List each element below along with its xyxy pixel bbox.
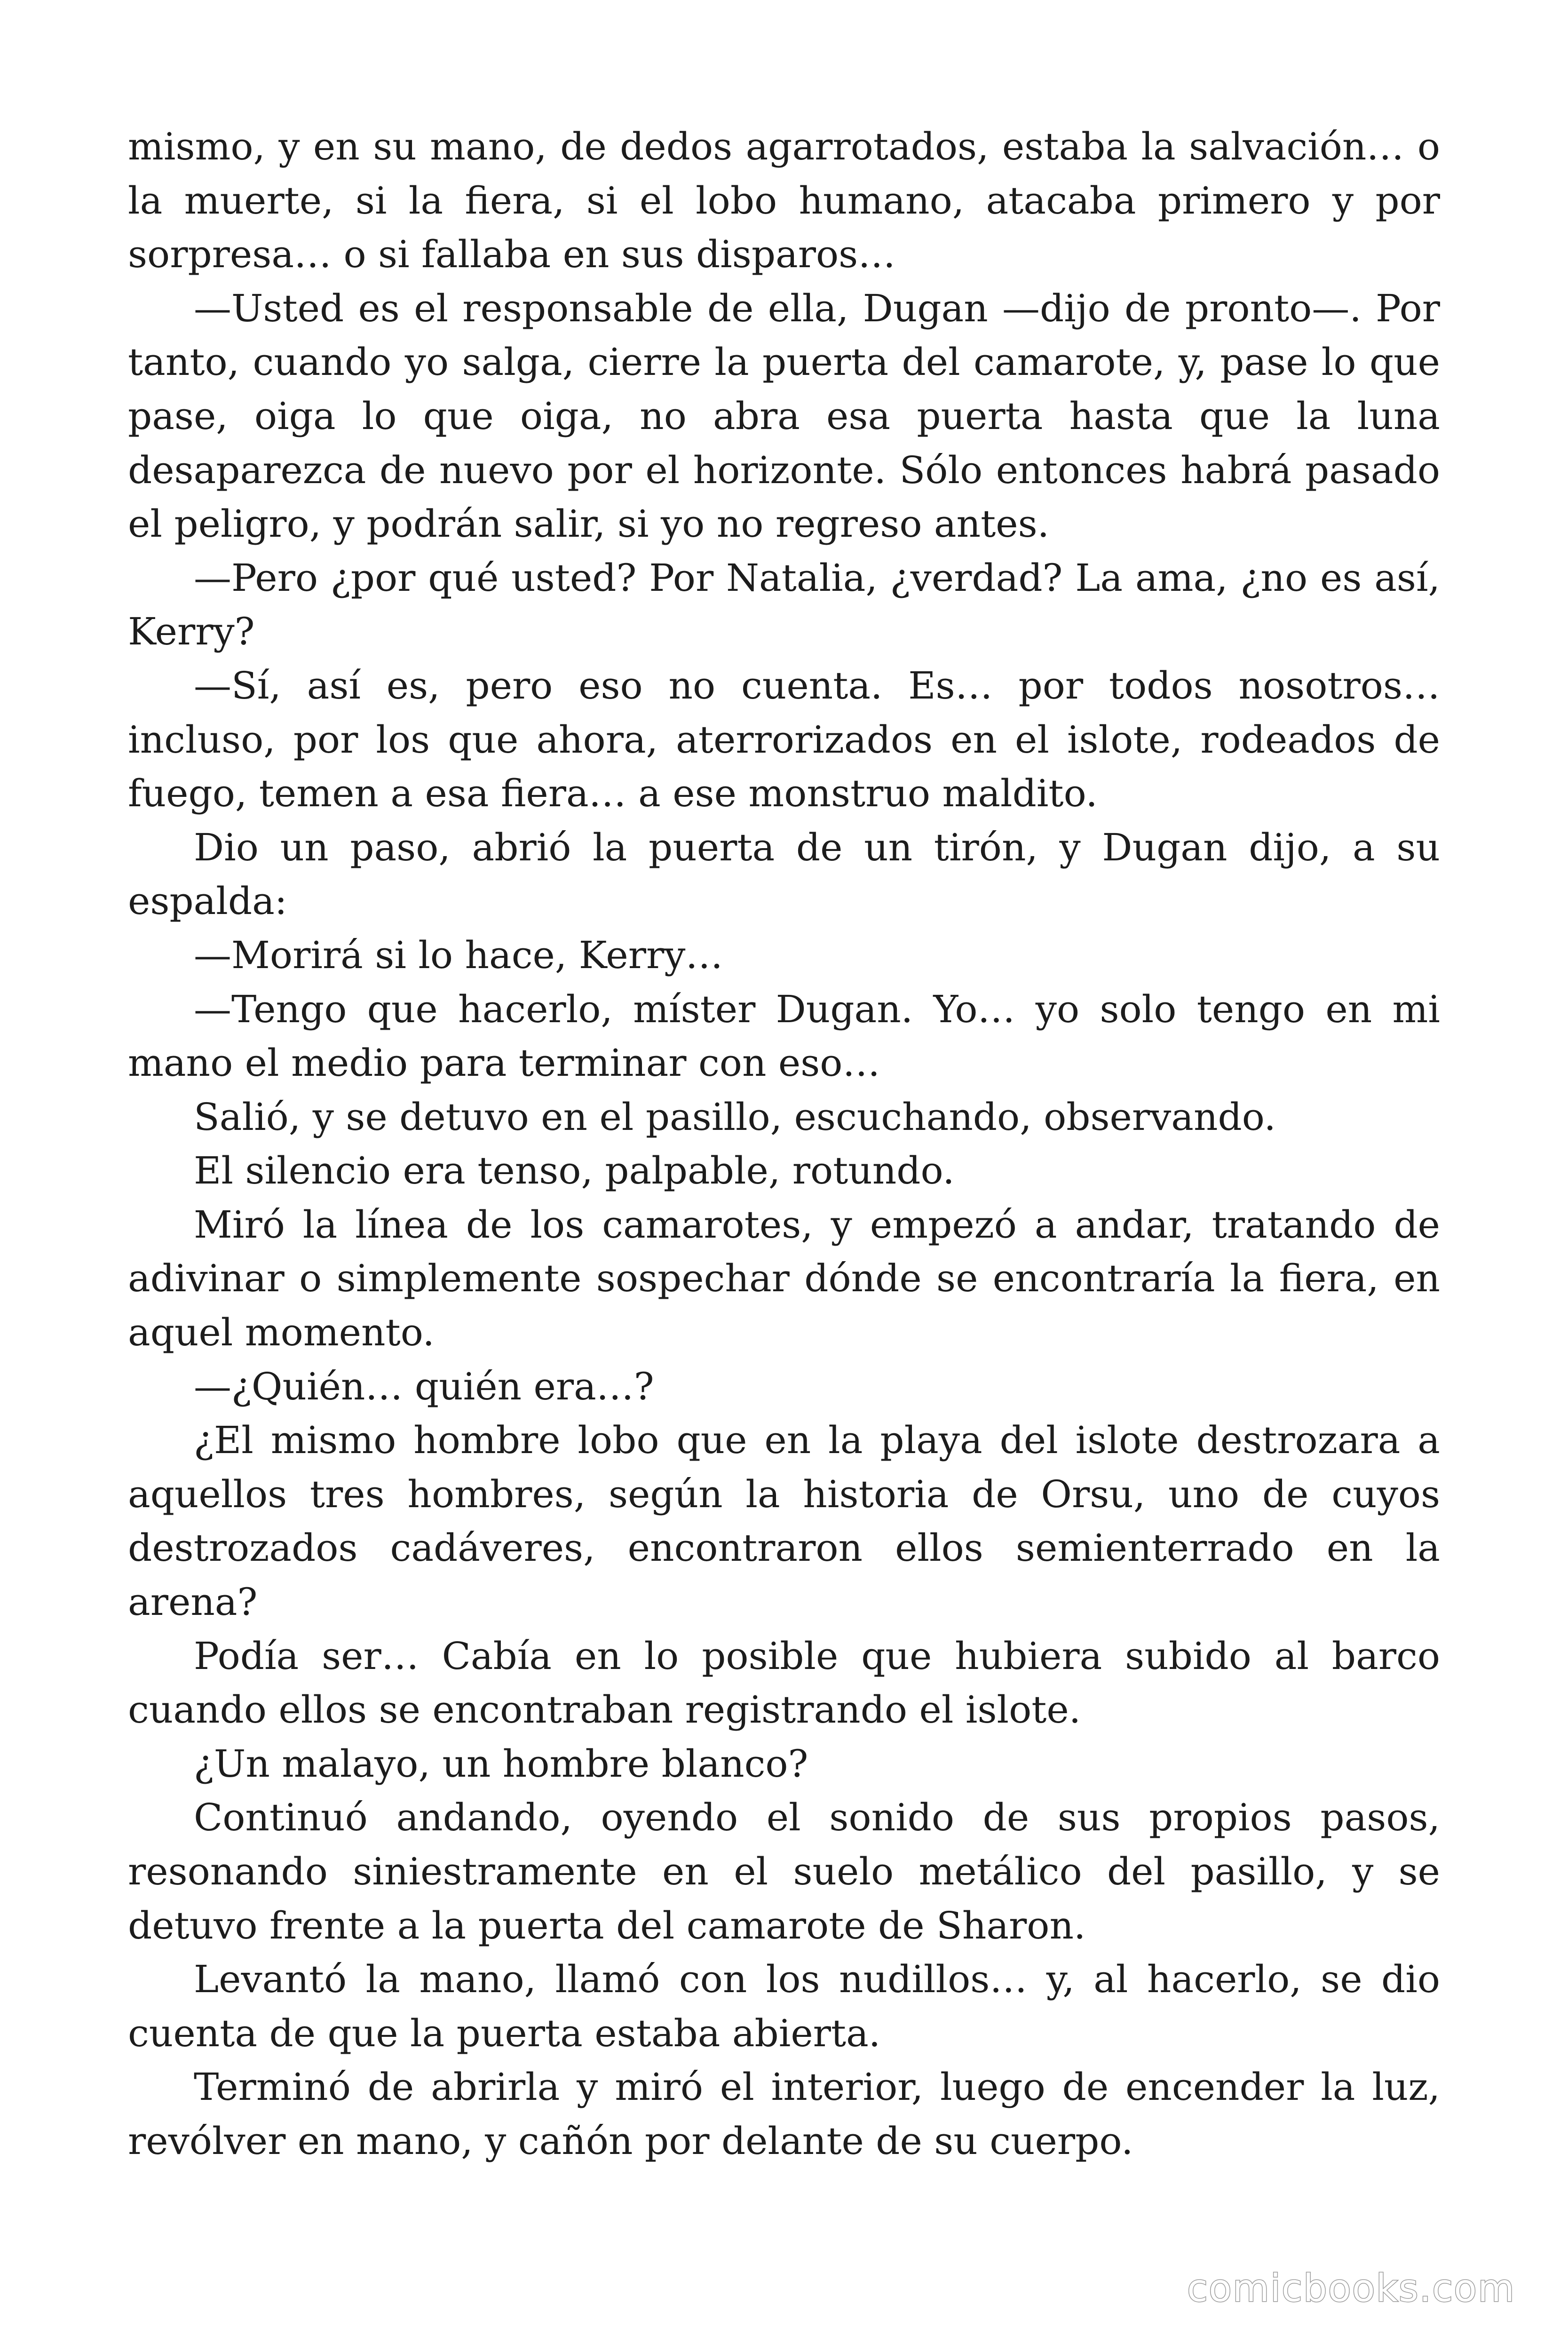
paragraph: —Usted es el responsable de ella, Dugan —dijo de pronto—. Por tanto, cuando yo salga, cierre la puerta del camarote, y, pase lo que pase, oiga lo que oiga, no abra esa puerta hasta que la luna desaparezca de nuevo por el horizonte. Sólo entonces habrá pasado el peligro, y podrán salir, si yo no regreso antes. [128,286,1440,546]
paragraph: —¿Quién… quién era…? [194,1364,654,1408]
paragraph: Levantó la mano, llamó con los nudillos… y, al hacerlo, se dio cuenta de que la puerta estaba abierta. [128,1957,1440,2055]
body-text [128,120,1440,2169]
paragraph: Terminó de abrirla y miró el interior, luego de encender la luz, revólver en mano, y cañón por delante de su cuerpo. [128,2065,1440,2163]
paragraph: —Morirá si lo hace, Kerry… [194,933,723,977]
paragraph: ¿Un malayo, un hombre blanco? [194,1741,808,1786]
paragraph: Podía ser… Cabía en lo posible que hubiera subido al barco cuando ellos se encontraban registrando el islote. [128,1634,1440,1732]
paragraph: Salió, y se detuvo en el pasillo, escuchando, observando. [194,1095,1276,1139]
paragraph: El silencio era tenso, palpable, rotundo. [194,1149,955,1193]
paragraph: Continuó andando, oyendo el sonido de sus propios pasos, resonando siniestramente en el suelo metálico del pasillo, y se detuvo frente a la puerta del camarote de Sharon. [128,1796,1440,1947]
paragraph: mismo, y en su mano, de dedos agarrotados, estaba la salvación… o la muerte, si la fiera, si el lobo humano, atacaba primero y por sorpresa… o si fallaba en sus disparos… [128,125,1440,277]
watermark: comicbooks.com [1187,2266,1515,2310]
paragraph: ¿El mismo hombre lobo que en la playa del islote destrozara a aquellos tres hombres, según la historia de Orsu, uno de cuyos destrozados cadáveres, encontraron ellos semienterrado en la arena? [128,1418,1440,1624]
paragraph: —Pero ¿por qué usted? Por Natalia, ¿verdad? La ama, ¿no es así, Kerry? [128,556,1440,654]
paragraph: —Sí, así es, pero eso no cuenta. Es… por todos nosotros… incluso, por los que ahora, aterrorizados en el islote, rodeados de fuego, temen a esa fiera… a ese monstruo maldito. [128,663,1440,816]
paragraph: Miró la línea de los camarotes, y empezó a andar, tratando de adivinar o simplemente sospechar dónde se encontraría la fiera, en aquel momento. [128,1202,1440,1355]
paragraph: —Tengo que hacerlo, míster Dugan. Yo… yo solo tengo en mi mano el medio para terminar con eso… [128,987,1440,1085]
paragraph: Dio un paso, abrió la puerta de un tirón, y Dugan dijo, a su espalda: [128,825,1440,923]
